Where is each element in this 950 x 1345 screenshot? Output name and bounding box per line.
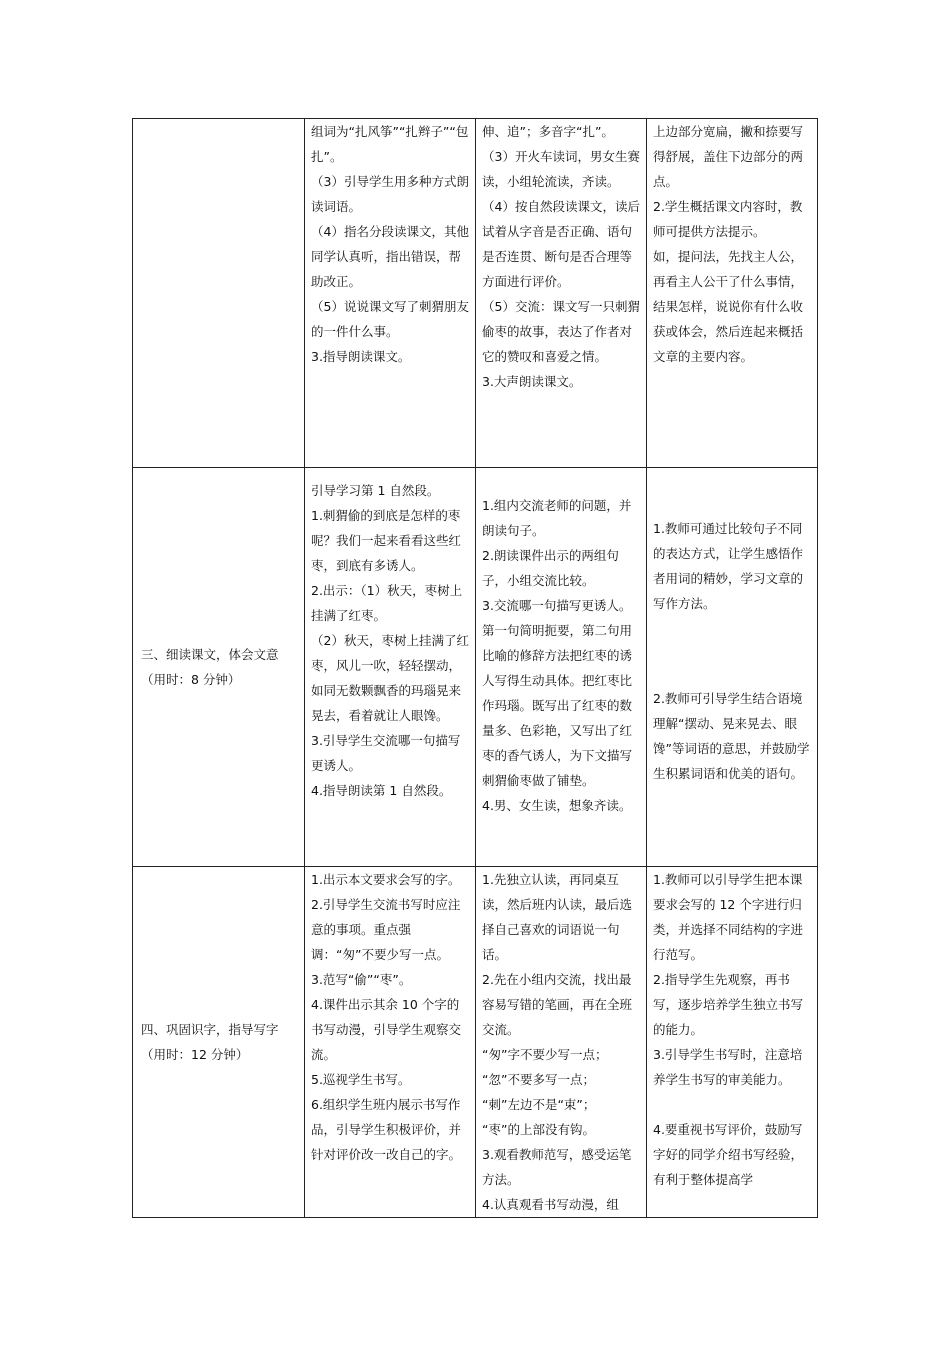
teacher-line: 2.出示：（1）秋天，枣树上挂满了红枣。 — [311, 583, 463, 623]
teacher-line: 4.课件出示其余 10 个字的书写动漫，引导学生观察交流。 — [311, 997, 462, 1062]
student-line: 3.交流哪一句描写更诱人。 — [482, 598, 632, 613]
teacher-line: 5.巡视学生书写。 — [311, 1072, 411, 1087]
teacher-line: 引导学习第 1 自然段。 — [311, 483, 440, 498]
teacher-line: 2.引导学生交流书写时应注意的事项。重点强调：“匆”不要少写一点。 — [311, 897, 461, 962]
note-line: 3.引导学生书写时，注意培养学生书写的审美能力。 — [653, 1047, 803, 1087]
stage-cell — [133, 119, 305, 468]
student-line: 2.先在小组内交流，找出最容易写错的笔画，再在全班交流。 — [482, 972, 633, 1037]
student-line: 3.大声朗读课文。 — [482, 374, 582, 389]
teacher-activity-cell — [305, 867, 476, 1218]
teacher-line: （3）引导学生用多种方式朗读词语。 — [311, 174, 469, 214]
student-line: “刺”左边不是“束”； — [482, 1097, 596, 1112]
student-line: 伸、追”；多音字“扎”。 — [482, 124, 614, 139]
table-row — [133, 468, 818, 867]
design-notes-cell — [647, 468, 818, 867]
student-line: “匆”字不要少写一点； — [482, 1047, 608, 1062]
student-line: 3.观看教师范写，感受运笔方法。 — [482, 1147, 632, 1187]
teacher-line: 3.范写“偷”“枣”。 — [311, 972, 412, 987]
note-line: 2.指导学生先观察，再书写，逐步培养学生独立书写的能力。 — [653, 972, 804, 1037]
note-line: 1.教师可通过比较句子不同的表达方式，让学生感悟作者用词的精妙，学习文章的写作方法。 — [653, 521, 804, 611]
teacher-activity-cell — [305, 468, 476, 867]
teacher-line: （2）秋天，枣树上挂满了红枣，风儿一吹，轻轻摆动，如同无数颗飘香的玛瑙晃来晃去，看着就让人眼馋。 — [311, 633, 469, 723]
table-row — [133, 119, 818, 468]
student-line: “枣”的上部没有钩。 — [482, 1122, 595, 1137]
note-line: 2.教师可引导学生结合语境理解“摆动、晃来晃去、眼馋”等词语的意思，并鼓励学生积累词语和优美的语句。 — [653, 691, 810, 781]
student-line: （3）开火车读词，男女生赛读，小组轮流读，齐读。 — [482, 149, 640, 189]
stage-label: 四、巩固识字，指导写字（用时：12 分钟） — [141, 1022, 279, 1062]
design-notes-cell — [647, 119, 818, 468]
student-line: 1.先独立认读，再同桌互读，然后班内认读，最后选择自己喜欢的词语说一句话。 — [482, 872, 633, 962]
teacher-activity-cell — [305, 119, 476, 468]
student-line: 4.认真观看书写动漫，组 — [482, 1197, 619, 1212]
teacher-line: （4）指名分段读课文，其他同学认真听，指出错误，帮助改正。 — [311, 224, 469, 289]
student-line: 4.男、女生读，想象齐读。 — [482, 798, 632, 813]
student-line: 1.组内交流老师的问题，并朗读句子。 — [482, 498, 632, 538]
teacher-line: 1.刺猬偷的到底是怎样的枣呢？我们一起来看看这些红枣，到底有多诱人。 — [311, 508, 462, 573]
table-row — [133, 867, 818, 1218]
teacher-line: 组词为“扎风筝”“扎辫子”“包扎”。 — [311, 124, 469, 164]
stage-cell — [133, 468, 305, 867]
note-line: 1.教师可以引导学生把本课要求会写的 12 个字进行归类，并选择不同结构的字进行范写。 — [653, 872, 804, 962]
note-line: 如，提问法，先找主人公，再看主人公干了什么事情，结果怎样，说说你有什么收获或体会，然后连起来概括文章的主要内容。 — [653, 249, 804, 364]
teacher-line: 3.指导朗读课文。 — [311, 349, 411, 364]
design-notes-cell — [647, 867, 818, 1218]
stage-cell — [133, 867, 305, 1218]
teacher-line: 3.引导学生交流哪一句描写更诱人。 — [311, 733, 461, 773]
student-line: “忽”不要多写一点； — [482, 1072, 595, 1087]
student-activity-cell — [476, 867, 647, 1218]
student-activity-cell — [476, 119, 647, 468]
teacher-line: 1.出示本文要求会写的字。 — [311, 872, 461, 887]
teacher-line: 4.指导朗读第 1 自然段。 — [311, 783, 452, 798]
stage-label: 三、细读课文，体会文意（用时：8 分钟） — [141, 647, 279, 687]
student-line: （5）交流：课文写一只刺猬偷枣的故事，表达了作者对它的赞叹和喜爱之情。 — [482, 299, 640, 364]
student-line: 2.朗读课件出示的两组句子，小组交流比较。 — [482, 548, 619, 588]
teacher-line: （5）说说课文写了刺猬朋友的一件什么事。 — [311, 299, 469, 339]
student-line: 第一句简明扼要，第二句用比喻的修辞方法把红枣的诱人写得生动具体。把红枣比作玛瑙。既写出了红枣的数量多、色彩艳，又写出了红枣的香气诱人，为下文描写刺猬偷枣做了铺垫。 — [482, 623, 633, 788]
note-line: 2.学生概括课文内容时，教师可提供方法提示。 — [653, 199, 803, 239]
student-activity-cell — [476, 468, 647, 867]
student-line: （4）按自然段读课文，读后试着从字音是否正确、语句是否连贯、断句是否合理等方面进行评价。 — [482, 199, 640, 289]
note-line: 4.要重视书写评价，鼓励写字好的同学介绍书写经验，有利于整体提高学 — [653, 1122, 804, 1187]
lesson-plan-table — [132, 118, 818, 1218]
note-line: 上边部分宽扁，撇和捺要写得舒展，盖住下边部分的两点。 — [653, 124, 804, 189]
teacher-line: 6.组织学生班内展示书写作品，引导学生积极评价，并针对评价改一改自己的字。 — [311, 1097, 462, 1162]
